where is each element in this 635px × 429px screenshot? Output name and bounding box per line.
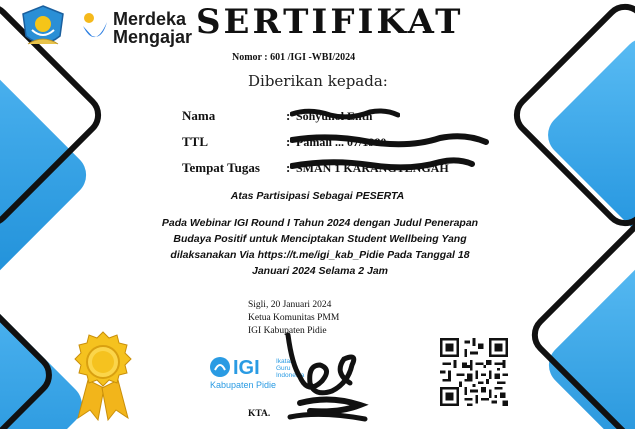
ttl-colon: : — [286, 134, 291, 149]
certificate-body — [120, 215, 520, 279]
certificate-title: SERTIFIKAT — [196, 2, 464, 42]
merdeka-mengajar-logo — [80, 10, 110, 46]
name-redaction-scribble — [290, 106, 400, 124]
gold-medal-icon — [70, 330, 136, 422]
ttl-value: Pamali ... 07/1980 — [296, 135, 387, 149]
merdeka-mengajar-wordmark — [113, 10, 192, 46]
igi-region-text: Kabupaten Pidie — [210, 380, 277, 390]
workplace-value: SMAN 1 KARANGTENGAH — [296, 161, 449, 175]
tut-wuri-handayani-logo — [20, 4, 66, 50]
igi-mark-text: IGI — [233, 357, 260, 379]
body-line-3: dilaksanakan Via https://t.me/igi_kab_Pidie Pada Tanggal 18 — [170, 249, 470, 261]
igi-sub2: Guru — [276, 365, 291, 372]
body-line-4: Januari 2024 Selama 2 Jam — [251, 265, 388, 277]
kta-label: KTA. — [248, 409, 271, 419]
igi-sub3: Indonesia — [276, 372, 305, 379]
handwritten-signature — [270, 325, 380, 425]
body-line-1: Pada Webinar IGI Round I Tahun 2024 dengan Judul Penerapan — [161, 217, 479, 229]
merdeka-text: Merdeka — [113, 9, 187, 29]
name-value: Sohyunol Enth — [296, 109, 373, 123]
workplace-redaction-scribble — [290, 154, 475, 176]
name-label: Nama — [182, 108, 216, 123]
workplace-label: Tempat Tugas — [182, 160, 260, 175]
qr-code — [440, 338, 508, 406]
sign-org: IGI Kabupaten Pidie — [248, 326, 327, 336]
participation-statement: Atas Partisipasi Sebagai PESERTA — [230, 190, 405, 202]
name-colon: : — [286, 108, 291, 123]
ttl-label: TTL — [182, 134, 209, 149]
sign-role: Ketua Komunitas PMM — [248, 313, 340, 323]
ttl-redaction-scribble — [290, 130, 490, 152]
mengajar-text: Mengajar — [113, 27, 193, 47]
workplace-colon: : — [286, 160, 291, 175]
given-to-heading: Diberikan kepada: — [248, 72, 388, 90]
body-line-2: Budaya Positif untuk Menciptakan Student Wellbeing Yang — [173, 233, 467, 245]
certificate-number: Nomor : 601 /IGI -WBI/2024 — [232, 52, 356, 63]
igi-sub1: Ikatan — [276, 358, 294, 365]
sign-place-date: Sigli, 20 Januari 2024 — [248, 300, 332, 310]
